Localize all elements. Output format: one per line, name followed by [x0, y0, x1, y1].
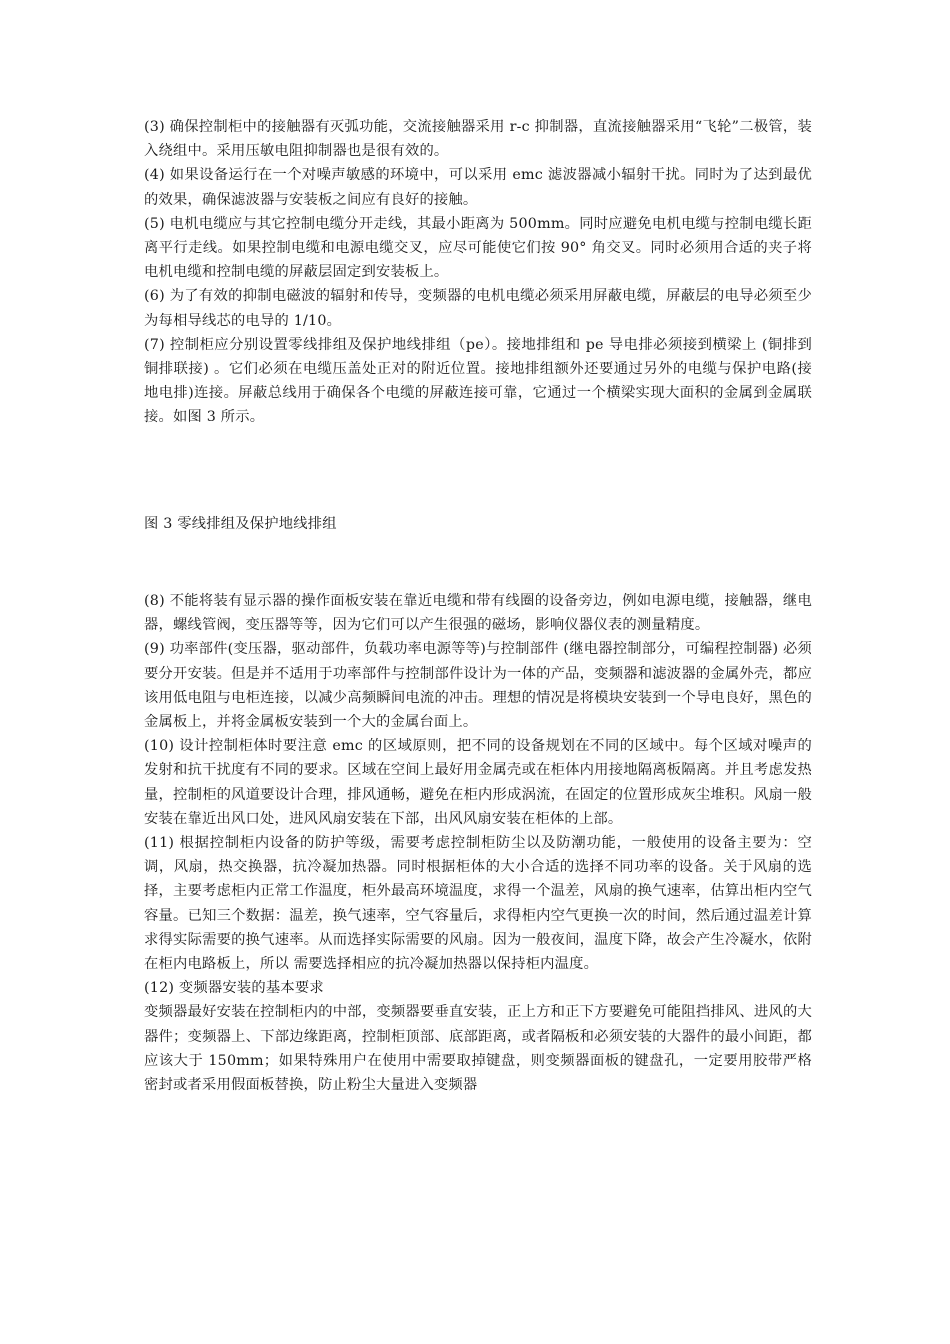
paragraph-7: (7) 控制柜应分别设置零线排组及保护地线排组（pe）。接地排组和 pe 导电排必须接到横梁上 (铜排到铜排联接) 。它们必须在电缆压盖处正对的附近位置。接地排组额外还要通过另外的电缆与保护电路(接地电排)连接。屏蔽总线用于确保各个电缆的屏蔽连接可靠，它通过一个横梁实现大面积的金属到金属联接。如图 3 所示。: [144, 336, 812, 426]
paragraph-4: (4) 如果设备运行在一个对噪声敏感的环境中，可以采用 emc 滤波器减小辐射干扰。同时为了达到最优的效果，确保滤波器与安装板之间应有良好的接触。: [144, 167, 812, 208]
paragraph-6: (6) 为了有效的抑制电磁波的辐射和传导，变频器的电机电缆必须采用屏蔽电缆，屏蔽层的电导必须至少为每相导线芯的电导的 1/10。: [144, 288, 812, 329]
paragraph-3: (3) 确保控制柜中的接触器有灭弧功能，交流接触器采用 r-c 抑制器，直流接触器采用“飞轮”二极管，装入绕组中。采用压敏电阻抑制器也是很有效的。: [144, 119, 812, 160]
paragraph-5: (5) 电机电缆应与其它控制电缆分开走线，其最小距离为 500mm。同时应避免电机电缆与控制电缆长距离平行走线。如果控制电缆和电源电缆交叉，应尽可能使它们按 90° 角交叉。同时必须用合适的夹子将电机电缆和控制电缆的屏蔽层固定到安装板上。: [144, 215, 812, 281]
paragraph-8: (8) 不能将装有显示器的操作面板安装在靠近电缆和带有线圈的设备旁边，例如电源电缆，接触器，继电器，螺线管阀，变压器等等，因为它们可以产生很强的磁场，影响仪器仪表的测量精度。: [144, 593, 812, 634]
paragraph-11: (11) 根据控制柜内设备的防护等级，需要考虑控制柜防尘以及防潮功能，一般使用的设备主要为：空调，风扇，热交换器，抗冷凝加热器。同时根据柜体的大小合适的选择不同功率的设备。关于风扇的选择，主要考虑柜内正常工作温度，柜外最高环境温度，求得一个温差，风扇的换气速率，估算出柜内空气容量。已知三个数据：温差，换气速率，空气容量后，求得柜内空气更换一次的时间，然后通过温差计算求得实际需要的换气速率。从而选择实际需要的风扇。因为一般夜间，温度下降，故会产生冷凝水，依附在柜内电路板上，所以 需要选择相应的抗冷凝加热器以保持柜内温度。: [144, 835, 812, 973]
paragraph-12-heading: (12) 变频器安装的基本要求: [144, 980, 324, 997]
top-text-block: [144, 115, 812, 430]
paragraph-12-body: 变频器最好安装在控制柜内的中部，变频器要垂直安装，正上方和正下方要避免可能阻挡排风、进风的大器件；变频器上、下部边缘距离，控制柜顶部、底部距离，或者隔板和必须安装的大器件的最小间距，都应该大于 150mm；如果特殊用户在使用中需要取掉键盘，则变频器面板的键盘孔，一定要用胶带严格密封或者采用假面板替换，防止粉尘大量进入变频器: [144, 1004, 812, 1094]
paragraph-9: (9) 功率部件(变压器，驱动部件，负载功率电源等等)与控制部件 (继电器控制部分，可编程控制器) 必须要分开安装。但是并不适用于功率部件与控制部件设计为一体的产品，变频器和滤波器的金属外壳，都应该用低电阻与电柜连接，以减少高频瞬间电流的冲击。理想的情况是将模块安装到一个导电良好，黑色的金属板上，并将金属板安装到一个大的金属台面上。: [144, 641, 812, 731]
figure-caption: 图 3 零线排组及保护地线排组: [144, 516, 337, 532]
paragraph-10: (10) 设计控制柜体时要注意 emc 的区域原则，把不同的设备规划在不同的区域中。每个区域对噪声的发射和抗干扰度有不同的要求。区域在空间上最好用金属壳或在柜体内用接地隔离板隔离。并且考虑发热量，控制柜的风道要设计合理，排风通畅，避免在柜内形成涡流，在固定的位置形成灰尘堆积。风扇一般安装在靠近出风口处，进风风扇安装在下部，出风风扇安装在柜体的上部。: [144, 738, 812, 827]
bottom-text-block: [144, 589, 812, 1097]
